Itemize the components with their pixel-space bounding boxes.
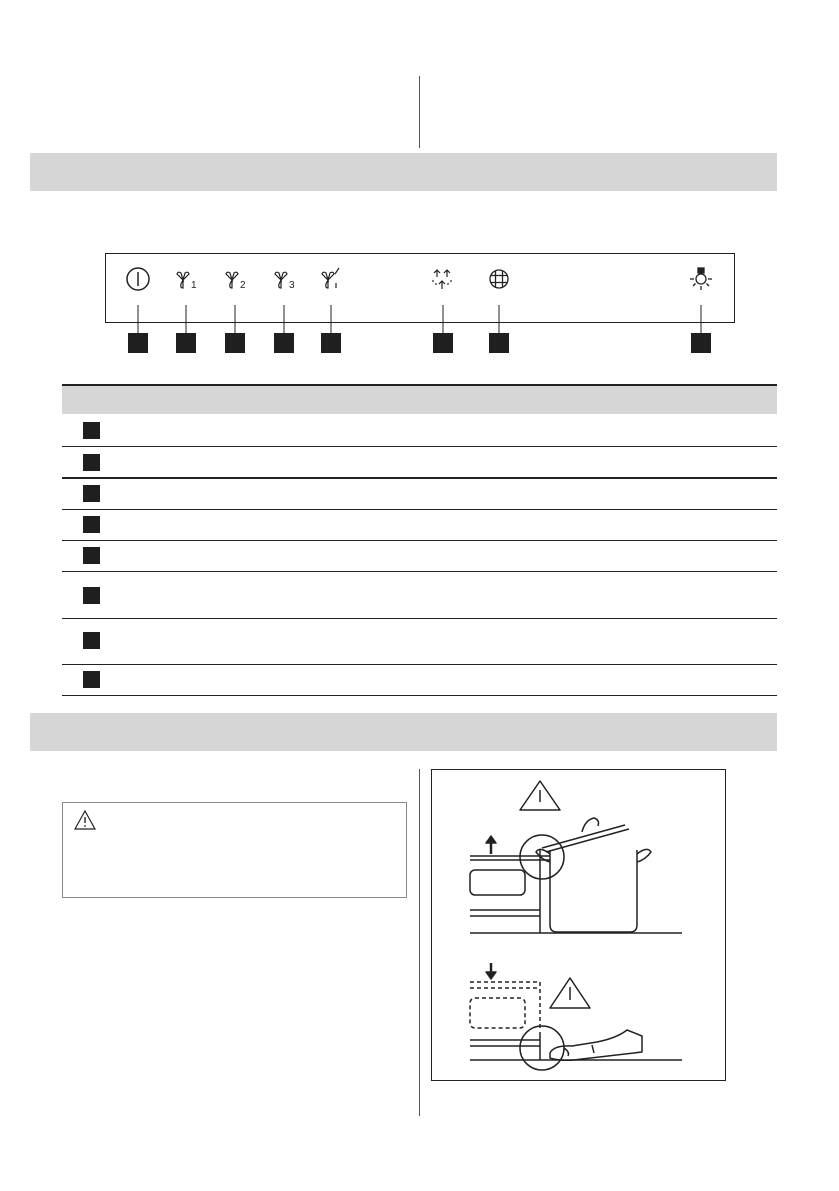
section-header-band — [30, 713, 777, 751]
table-row — [62, 479, 777, 510]
callout-marker — [321, 333, 341, 353]
warning-triangle-icon — [520, 781, 560, 810]
row-marker — [83, 485, 100, 502]
svg-text:3: 3 — [289, 280, 295, 291]
row-marker — [83, 671, 100, 688]
row-marker — [83, 547, 100, 564]
warning-triangle-icon — [550, 978, 590, 1008]
table-row — [62, 619, 777, 665]
fan-speed-2-icon[interactable] — [221, 265, 249, 295]
callout-marker — [691, 333, 711, 353]
pot-icon — [536, 818, 651, 932]
callout-marker — [176, 333, 196, 353]
power-icon[interactable] — [124, 265, 152, 295]
callout-leader-line — [499, 305, 500, 333]
fan-boost-icon[interactable] — [317, 265, 345, 295]
callout-leader-line — [138, 305, 139, 333]
light-bulb-icon[interactable] — [687, 265, 715, 295]
callout-leader-line — [235, 305, 236, 333]
table-row — [62, 665, 777, 696]
callout-marker — [274, 333, 294, 353]
row-marker — [83, 422, 100, 439]
table-row — [62, 414, 777, 447]
warning-box — [62, 802, 407, 898]
callout-leader-line — [701, 305, 702, 333]
arrow-down-icon — [486, 963, 496, 979]
table-row — [62, 447, 777, 479]
svg-text:1: 1 — [191, 280, 197, 291]
row-marker — [83, 454, 100, 471]
callout-leader-line — [331, 305, 332, 333]
table-row — [62, 510, 777, 541]
row-marker — [83, 587, 100, 604]
row-marker — [83, 632, 100, 649]
row-marker — [83, 516, 100, 533]
callout-leader-line — [186, 305, 187, 333]
fan-speed-3-icon[interactable] — [270, 265, 298, 295]
illustration-canvas — [432, 770, 725, 1080]
callout-marker — [489, 333, 509, 353]
callout-leader-line — [284, 305, 285, 333]
warning-triangle-icon — [73, 809, 97, 831]
safety-illustration — [431, 769, 726, 1081]
column-divider-top — [419, 76, 420, 148]
callout-marker — [225, 333, 245, 353]
filter-grid-icon[interactable] — [485, 265, 513, 295]
callout-marker — [433, 333, 453, 353]
fan-speed-1-icon[interactable] — [172, 265, 200, 295]
arrow-up-icon — [486, 836, 496, 854]
table-header — [62, 384, 777, 414]
table-row — [62, 572, 777, 619]
column-divider-bottom — [419, 769, 420, 1116]
callout-marker — [128, 333, 148, 353]
section-header-band — [30, 153, 777, 191]
callout-leader-line — [443, 305, 444, 333]
table-row — [62, 541, 777, 572]
auto-mode-icon[interactable] — [429, 265, 457, 295]
svg-text:2: 2 — [240, 280, 246, 291]
